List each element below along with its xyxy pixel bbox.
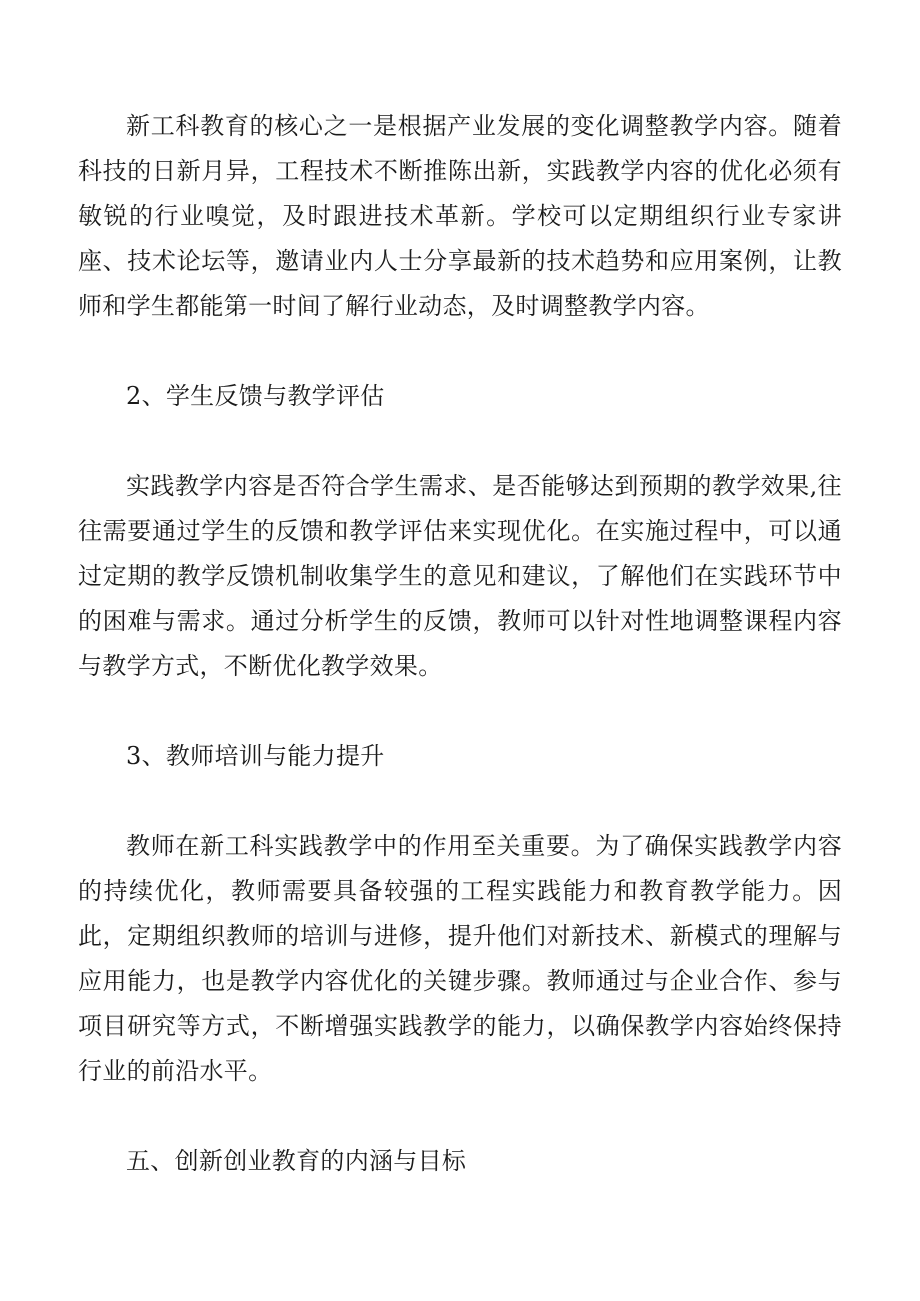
paragraph-teacher-training: 教师在新工科实践教学中的作用至关重要。为了确保实践教学内容的持续优化，教师需要具备较强的工程实践能力和教育教学能力。因此，定期组织教师的培训与进修，提升他们对新技术、新模式的理解与应用能力，也是教学内容优化的关键步骤。教师通过与企业合作、参与项目研究等方式，不断增强实践教学的能力，以确保教学内容始终保持行业的前沿水平。	[78, 832, 842, 1085]
paragraph-industry-alignment: 新工科教育的核心之一是根据产业发展的变化调整教学内容。随着科技的日新月异，工程技术不断推陈出新，实践教学内容的优化必须有敏锐的行业嗅觉，及时跟进技术革新。学校可以定期组织行业专家讲座、技术论坛等，邀请业内人士分享最新的技术趋势和应用案例，让教师和学生都能第一时间了解行业动态，及时调整教学内容。	[78, 112, 842, 320]
section-heading-innovation-education: 五、创新创业教育的内涵与目标	[126, 1147, 467, 1175]
document-body	[78, 104, 842, 1229]
section-heading-student-feedback: 2、学生反馈与教学评估	[126, 382, 385, 410]
paragraph-student-feedback: 实践教学内容是否符合学生需求、是否能够达到预期的教学效果,往往需要通过学生的反馈和教学评估来实现优化。在实施过程中，可以通过定期的教学反馈机制收集学生的意见和建议，了解他们在实践环节中的困难与需求。通过分析学生的反馈，教师可以针对性地调整课程内容与教学方式，不断优化教学效果。	[78, 472, 842, 680]
section-heading-teacher-training: 3、教师培训与能力提升	[126, 742, 385, 770]
